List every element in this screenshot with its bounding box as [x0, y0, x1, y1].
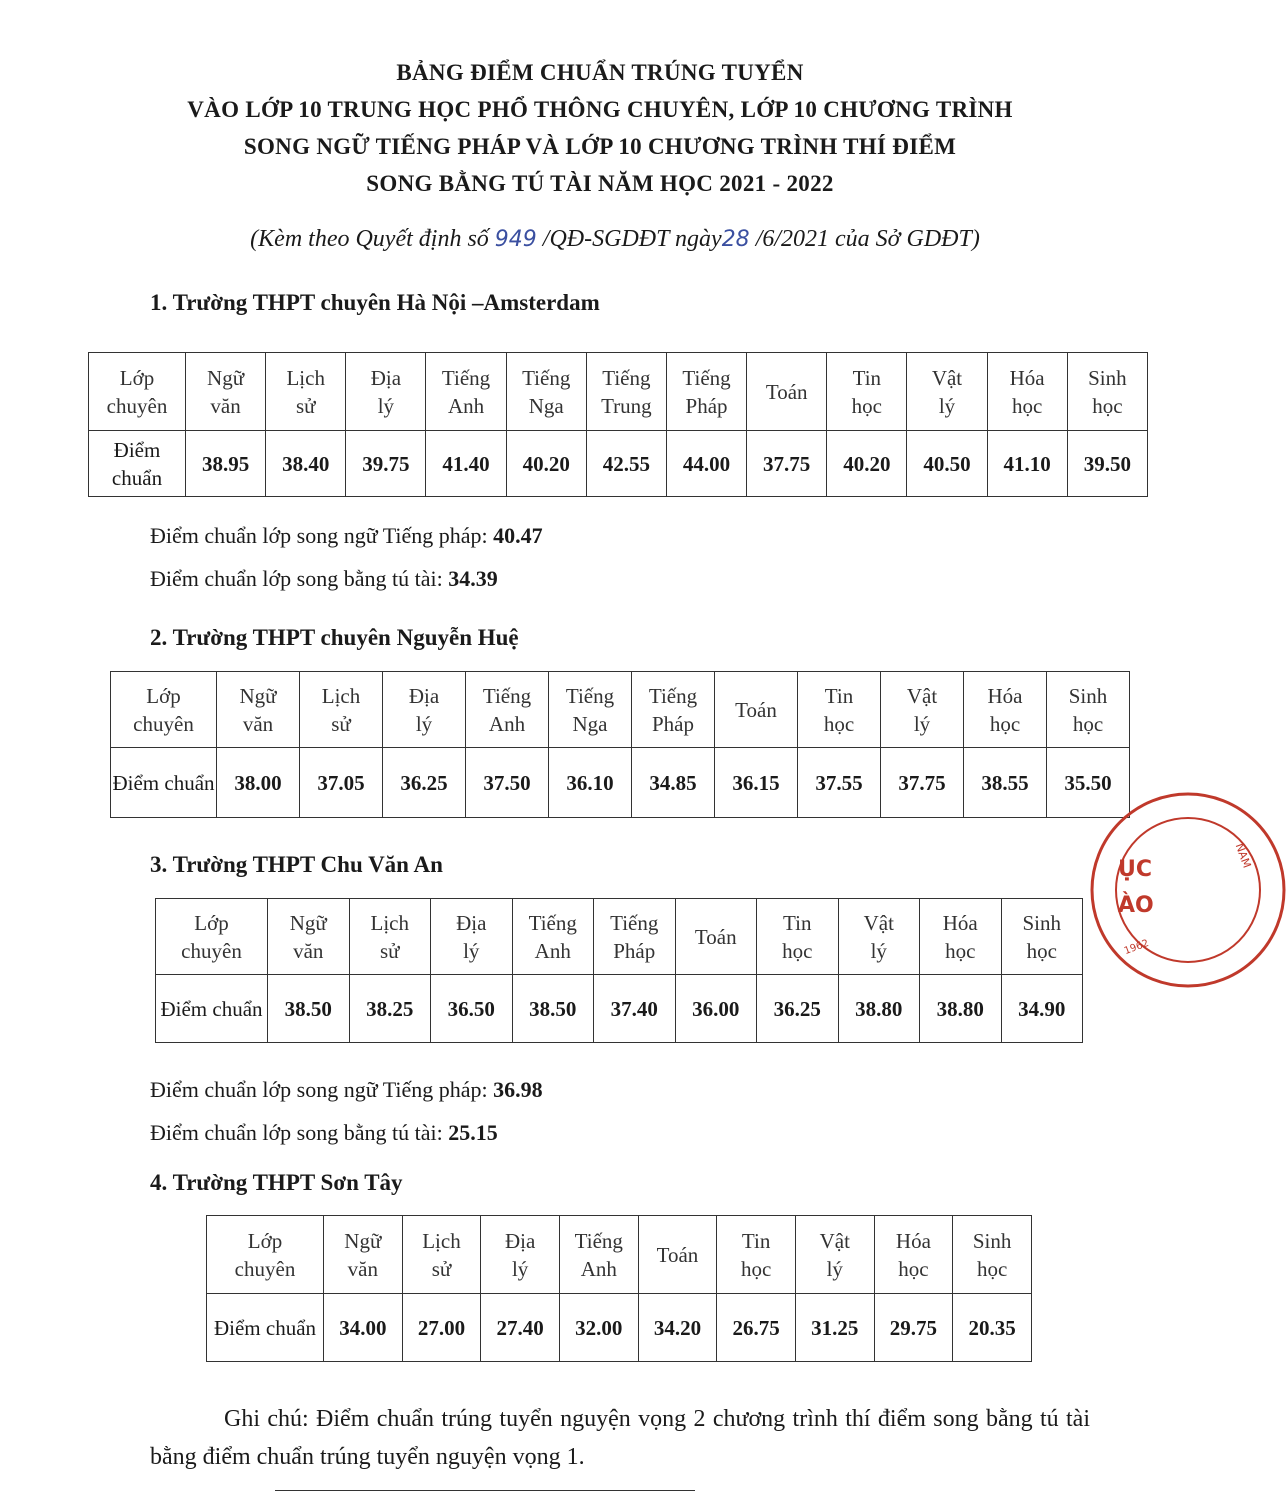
- subject-header: Tiếng Pháp: [666, 353, 746, 431]
- document-title-line-3: SONG NGỮ TIẾNG PHÁP VÀ LỚP 10 CHƯƠNG TRÌNH THÍ ĐIỂM: [243, 134, 957, 159]
- subject-header: Hóa học: [920, 899, 1002, 975]
- cutoff-score: 34.85: [632, 748, 715, 818]
- school-2-heading: 2. Trường THPT chuyên Nguyễn Huệ: [150, 625, 519, 650]
- cutoff-score: 38.00: [217, 748, 300, 818]
- subject-header: Sinh học: [953, 1216, 1032, 1294]
- school-3-heading: 3. Trường THPT Chu Văn An: [150, 852, 443, 877]
- seal-text-1: ỤC: [1118, 857, 1153, 882]
- cutoff-score: 37.55: [798, 748, 881, 818]
- subject-header: Tiếng Trung: [586, 353, 666, 431]
- row-label-score: Điểm chuẩn: [111, 748, 217, 818]
- note-value: 34.39: [448, 566, 498, 591]
- school-2-score-table: [110, 671, 1130, 818]
- subject-header: Tiếng Nga: [549, 672, 632, 748]
- cutoff-score: 35.50: [1047, 748, 1130, 818]
- cutoff-score: 38.40: [266, 431, 346, 497]
- document-title-line-1: BẢNG ĐIỂM CHUẨN TRÚNG TUYỂN: [396, 60, 804, 85]
- cutoff-score: 38.95: [186, 431, 266, 497]
- subject-header: Toán: [675, 899, 757, 975]
- subject-header: Tiếng Anh: [512, 899, 594, 975]
- subject-header: Ngữ văn: [186, 353, 266, 431]
- school-3-note-bilingual: [150, 1077, 543, 1103]
- cutoff-score: 20.35: [953, 1294, 1032, 1362]
- subject-header: Toán: [638, 1216, 717, 1294]
- school-1-note-dual-degree: [150, 566, 498, 592]
- subject-header: Tin học: [757, 899, 839, 975]
- decision-text-2: /QĐ-SGDĐT ngày: [536, 226, 722, 252]
- row-label-class: Lớp chuyên: [156, 899, 268, 975]
- cutoff-score: 31.25: [795, 1294, 874, 1362]
- subject-header: Hóa học: [987, 353, 1067, 431]
- cutoff-score: 32.00: [559, 1294, 638, 1362]
- school-4-heading: 4. Trường THPT Sơn Tây: [150, 1170, 403, 1195]
- cutoff-score: 37.05: [300, 748, 383, 818]
- cutoff-score: 38.25: [349, 975, 431, 1043]
- subject-header: Vật lý: [838, 899, 920, 975]
- cutoff-score: 39.75: [346, 431, 426, 497]
- seal-text-3: NAM: [1232, 841, 1254, 870]
- cutoff-score: 34.20: [638, 1294, 717, 1362]
- cutoff-score: 39.50: [1067, 431, 1147, 497]
- subject-header: Vật lý: [881, 672, 964, 748]
- bottom-divider: [275, 1490, 695, 1491]
- subject-header: Lịch sử: [266, 353, 346, 431]
- subject-header: Địa lý: [346, 353, 426, 431]
- decision-day: 28: [721, 227, 750, 252]
- subject-header: Hóa học: [964, 672, 1047, 748]
- cutoff-score: 34.00: [324, 1294, 403, 1362]
- note-value: 25.15: [448, 1120, 498, 1145]
- cutoff-score: 38.55: [964, 748, 1047, 818]
- subject-header: Lịch sử: [300, 672, 383, 748]
- cutoff-score: 40.50: [907, 431, 987, 497]
- row-label-class: Lớp chuyên: [111, 672, 217, 748]
- subject-header: Hóa học: [874, 1216, 953, 1294]
- official-seal-icon: [1088, 790, 1288, 990]
- cutoff-score: 27.00: [402, 1294, 481, 1362]
- cutoff-score: 44.00: [666, 431, 746, 497]
- cutoff-score: 36.25: [757, 975, 839, 1043]
- subject-header: Tiếng Anh: [559, 1216, 638, 1294]
- subject-header: Ngữ văn: [268, 899, 350, 975]
- cutoff-score: 36.25: [383, 748, 466, 818]
- subject-header: Tin học: [717, 1216, 796, 1294]
- cutoff-score: 34.90: [1001, 975, 1083, 1043]
- decision-text-1: (Kèm theo Quyết định số: [250, 226, 495, 252]
- note-value: 36.98: [493, 1077, 543, 1102]
- cutoff-score: 36.10: [549, 748, 632, 818]
- subject-header: Tiếng Anh: [426, 353, 506, 431]
- row-label-class: Lớp chuyên: [207, 1216, 324, 1294]
- cutoff-score: 40.20: [506, 431, 586, 497]
- cutoff-score: 40.20: [827, 431, 907, 497]
- cutoff-score: 38.80: [920, 975, 1002, 1043]
- subject-header: Lịch sử: [349, 899, 431, 975]
- row-label-score: Điểm chuẩn: [207, 1294, 324, 1362]
- note-label: Điểm chuẩn lớp song bằng tú tài:: [150, 1120, 449, 1145]
- school-3-score-table: [155, 898, 1083, 1043]
- school-1-score-table: [88, 352, 1148, 497]
- subject-header: Tiếng Pháp: [594, 899, 676, 975]
- cutoff-score: 42.55: [586, 431, 666, 497]
- subject-header: Lịch sử: [402, 1216, 481, 1294]
- cutoff-score: 37.50: [466, 748, 549, 818]
- subject-header: Vật lý: [907, 353, 987, 431]
- seal-text-2: ÀO: [1118, 893, 1154, 918]
- row-label-score: Điểm chuẩn: [89, 431, 186, 497]
- subject-header: Sinh học: [1067, 353, 1147, 431]
- document-title-line-4: SONG BẰNG TÚ TÀI NĂM HỌC 2021 - 2022: [366, 171, 834, 196]
- school-1-heading: 1. Trường THPT chuyên Hà Nội –Amsterdam: [150, 290, 600, 315]
- subject-header: Tiếng Anh: [466, 672, 549, 748]
- cutoff-score: 36.50: [431, 975, 513, 1043]
- cutoff-score: 41.40: [426, 431, 506, 497]
- seal-text-4: 1962: [1122, 937, 1151, 958]
- subject-header: Tin học: [798, 672, 881, 748]
- decision-text-3: /6/2021 của Sở GDĐT): [749, 226, 980, 252]
- subject-header: Địa lý: [431, 899, 513, 975]
- subject-header: Tiếng Pháp: [632, 672, 715, 748]
- row-label-score: Điểm chuẩn: [156, 975, 268, 1043]
- note-label: Điểm chuẩn lớp song ngữ Tiếng pháp:: [150, 523, 494, 548]
- cutoff-score: 38.50: [512, 975, 594, 1043]
- cutoff-score: 26.75: [717, 1294, 796, 1362]
- cutoff-score: 37.75: [881, 748, 964, 818]
- subject-header: Tiếng Nga: [506, 353, 586, 431]
- subject-header: Toán: [715, 672, 798, 748]
- note-value: 40.47: [493, 523, 543, 548]
- cutoff-score: 36.00: [675, 975, 757, 1043]
- footnote: Ghi chú: Điểm chuẩn trúng tuyển nguyện vọng 2 chương trình thí điểm song bằng tú tài bằng điểm chuẩn trúng tuyển nguyện vọng 1.: [150, 1406, 1090, 1470]
- subject-header: Địa lý: [481, 1216, 560, 1294]
- cutoff-score: 38.50: [268, 975, 350, 1043]
- subject-header: Sinh học: [1047, 672, 1130, 748]
- cutoff-score: 37.75: [747, 431, 827, 497]
- document-title-line-2: VÀO LỚP 10 TRUNG HỌC PHỔ THÔNG CHUYÊN, LỚP 10 CHƯƠNG TRÌNH: [187, 97, 1013, 122]
- cutoff-score: 41.10: [987, 431, 1067, 497]
- cutoff-score: 36.15: [715, 748, 798, 818]
- cutoff-score: 27.40: [481, 1294, 560, 1362]
- decision-number: 949: [494, 227, 537, 252]
- subject-header: Toán: [747, 353, 827, 431]
- row-label-class: Lớp chuyên: [89, 353, 186, 431]
- subject-header: Địa lý: [383, 672, 466, 748]
- subject-header: Sinh học: [1001, 899, 1083, 975]
- subject-header: Ngữ văn: [217, 672, 300, 748]
- cutoff-score: 29.75: [874, 1294, 953, 1362]
- decision-reference: [0, 226, 1230, 253]
- note-label: Điểm chuẩn lớp song ngữ Tiếng pháp:: [150, 1077, 494, 1102]
- school-3-note-dual-degree: [150, 1120, 498, 1146]
- subject-header: Ngữ văn: [324, 1216, 403, 1294]
- school-4-score-table: [206, 1215, 1032, 1362]
- cutoff-score: 38.80: [838, 975, 920, 1043]
- subject-header: Vật lý: [795, 1216, 874, 1294]
- cutoff-score: 37.40: [594, 975, 676, 1043]
- note-label: Điểm chuẩn lớp song bằng tú tài:: [150, 566, 449, 591]
- subject-header: Tin học: [827, 353, 907, 431]
- school-1-note-bilingual: [150, 523, 543, 549]
